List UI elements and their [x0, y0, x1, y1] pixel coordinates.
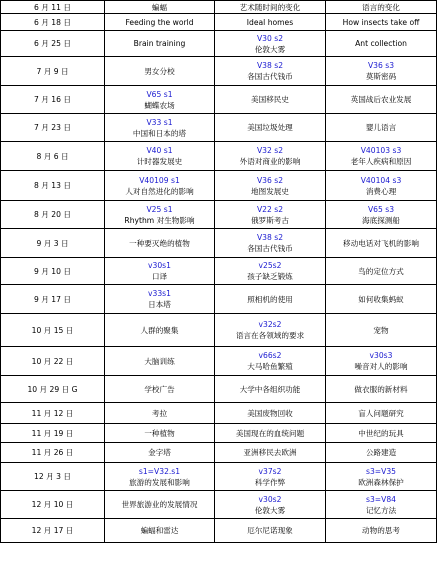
- topic-cell: [105, 57, 215, 86]
- topic-text: 美国垃圾处理: [247, 123, 293, 132]
- topic-text: 旅游的发展和影响: [129, 477, 190, 487]
- topic-text: Ant collection: [355, 39, 407, 48]
- topic-cell: [215, 285, 326, 314]
- table-row: [1, 314, 437, 347]
- date-cell: 6 月 25 日: [1, 31, 105, 57]
- table-row: [1, 142, 437, 171]
- topic-text: 金字塔: [148, 448, 171, 457]
- topic-text: 人对自然进化的影响: [125, 186, 194, 196]
- date-cell: 8 月 6 日: [1, 142, 105, 171]
- date-cell: 11 月 19 日: [1, 424, 105, 443]
- topic-cell: [105, 142, 215, 171]
- topic-text: 消费心理: [365, 186, 397, 196]
- topic-text: 厄尔尼诺现象: [247, 526, 293, 535]
- topic-cell: [326, 114, 437, 142]
- topic-text: 一种植物: [144, 428, 175, 438]
- topic-text: 语言的变化: [362, 2, 400, 12]
- topic-cell: [105, 31, 215, 57]
- topic-text: 日本塔: [148, 300, 171, 309]
- topic-text: 考拉: [151, 408, 168, 418]
- topic-cell: [326, 171, 437, 201]
- topic-cell: [105, 403, 215, 424]
- topic-text: Ideal homes: [246, 17, 294, 27]
- schedule-body: [1, 1, 437, 543]
- table-row: [1, 171, 437, 201]
- test-code: V38 s2: [256, 233, 284, 242]
- topic-text: Brain training: [133, 39, 186, 48]
- topic-cell: [215, 142, 326, 171]
- topic-cell: [215, 86, 326, 114]
- topic-cell: [215, 491, 326, 519]
- topic-cell: [326, 201, 437, 229]
- topic-text: 中世纪的玩具: [358, 428, 404, 438]
- topic-text: 英国战后农业发展: [350, 95, 412, 104]
- table-row: [1, 229, 437, 258]
- topic-text: 公路建造: [365, 448, 397, 457]
- topic-cell: [105, 86, 215, 114]
- test-code: v30s3: [369, 351, 393, 360]
- topic-cell: [326, 403, 437, 424]
- table-row: [1, 57, 437, 86]
- test-code: v33s1: [148, 289, 171, 298]
- topic-cell: [326, 347, 437, 376]
- date-cell: 10 月 22 日: [1, 347, 105, 376]
- topic-cell: [105, 347, 215, 376]
- topic-text: 计时器发展史: [136, 157, 183, 166]
- topic-text: 莫斯密码: [365, 72, 397, 81]
- test-code: V25 s1: [146, 204, 173, 214]
- date-cell: 11 月 12 日: [1, 403, 105, 424]
- topic-text: 俄罗斯考古: [251, 215, 289, 225]
- topic-text: 做衣服的新材料: [354, 384, 408, 394]
- topic-text: 美国现在的血统问题: [235, 428, 305, 438]
- date-cell: 7 月 16 日: [1, 86, 105, 114]
- topic-cell: [105, 424, 215, 443]
- topic-cell: [105, 519, 215, 543]
- topic-text: 伦敦大雾: [254, 44, 286, 54]
- topic-cell: [105, 14, 215, 31]
- topic-cell: [105, 491, 215, 519]
- test-code: s3=V35: [365, 466, 396, 476]
- table-row: [1, 114, 437, 142]
- topic-text: 中国和日本的塔: [132, 128, 187, 138]
- topic-cell: [215, 114, 326, 142]
- topic-text: 蝙蝠和雷达: [140, 526, 179, 535]
- table-row: [1, 376, 437, 403]
- topic-text: 地图发展史: [251, 186, 289, 196]
- test-code: V40104 s3: [360, 175, 402, 185]
- test-code: V36 s2: [256, 175, 284, 185]
- topic-text: 记忆方法: [365, 505, 397, 515]
- topic-cell: [326, 285, 437, 314]
- topic-text: 照相机的使用: [247, 294, 293, 304]
- date-cell: 9 月 17 日: [1, 285, 105, 314]
- topic-cell: [326, 229, 437, 258]
- table-row: [1, 86, 437, 114]
- topic-cell: [215, 1, 326, 14]
- topic-text: 美国移民史: [251, 95, 289, 104]
- table-row: [1, 347, 437, 376]
- topic-text: 老年人疾病和原因: [350, 157, 412, 166]
- topic-text: 语言在各领域的要求: [235, 331, 305, 340]
- topic-text: 男女分校: [144, 66, 175, 76]
- topic-cell: [326, 57, 437, 86]
- date-cell: 12 月 3 日: [1, 463, 105, 491]
- topic-cell: [215, 229, 326, 258]
- topic-cell: [326, 424, 437, 443]
- topic-cell: [326, 142, 437, 171]
- test-code: s1=V32.s1: [138, 466, 181, 476]
- topic-text: 如何收集蚂蚁: [358, 294, 404, 304]
- topic-cell: [326, 443, 437, 463]
- test-code: v30s2: [258, 494, 282, 504]
- topic-text: 动物的思考: [362, 526, 400, 535]
- test-code: V36 s3: [367, 61, 395, 70]
- topic-text: Feeding the world: [125, 17, 194, 27]
- topic-text: 科学作弊: [254, 477, 286, 487]
- date-cell: 10 月 29 日 G: [1, 376, 105, 403]
- test-code: v32s2: [258, 320, 282, 329]
- topic-cell: [326, 258, 437, 285]
- topic-text: 移动电话对飞机的影响: [343, 238, 419, 248]
- date-cell: 6 月 11 日: [1, 1, 105, 14]
- date-cell: 8 月 20 日: [1, 201, 105, 229]
- date-cell: 10 月 15 日: [1, 314, 105, 347]
- test-code: V40 s1: [146, 146, 173, 155]
- topic-text: 婴儿语言: [365, 123, 397, 132]
- topic-cell: [215, 171, 326, 201]
- topic-cell: [105, 463, 215, 491]
- test-code: v25s2: [258, 261, 282, 270]
- topic-text: 美国废物回收: [247, 408, 293, 418]
- topic-cell: [326, 31, 437, 57]
- topic-text: 孩子缺乏锻炼: [247, 272, 293, 281]
- topic-cell: [215, 14, 326, 31]
- topic-text: 一种要灭绝的植物: [129, 238, 190, 248]
- table-row: [1, 519, 437, 543]
- topic-text: 各国古代钱币: [247, 244, 293, 253]
- topic-text: 盲人问题研究: [358, 408, 404, 418]
- test-code: V65 s1: [146, 89, 173, 99]
- date-cell: 9 月 10 日: [1, 258, 105, 285]
- topic-cell: [105, 171, 215, 201]
- topic-cell: [326, 86, 437, 114]
- test-code: v30s1: [148, 261, 171, 270]
- topic-cell: [326, 491, 437, 519]
- table-row: [1, 285, 437, 314]
- topic-text: 噪音对人的影响: [354, 362, 408, 371]
- test-code: v37s2: [258, 466, 282, 476]
- table-row: [1, 31, 437, 57]
- topic-text: 各国古代钱币: [247, 72, 293, 81]
- topic-cell: [215, 403, 326, 424]
- topic-text: 欧洲森林保护: [358, 477, 404, 487]
- topic-cell: [326, 1, 437, 14]
- topic-cell: [105, 258, 215, 285]
- topic-text: 外语对商业的影响: [239, 157, 301, 166]
- topic-cell: [326, 314, 437, 347]
- table-row: [1, 1, 437, 14]
- topic-text: 世界旅游业的发展情况: [121, 500, 198, 509]
- topic-cell: [326, 519, 437, 543]
- test-code: V65 s3: [367, 204, 395, 214]
- topic-cell: [105, 114, 215, 142]
- topic-cell: [215, 314, 326, 347]
- topic-text: 口译: [151, 272, 168, 281]
- date-cell: 12 月 17 日: [1, 519, 105, 543]
- topic-text: 大学中各组织功能: [239, 384, 301, 394]
- topic-cell: [215, 57, 326, 86]
- test-code: V30 s2: [256, 33, 284, 43]
- topic-text: 艺术随时间的变化: [239, 2, 301, 12]
- test-code: V22 s2: [256, 204, 284, 214]
- topic-cell: [215, 424, 326, 443]
- topic-cell: [215, 443, 326, 463]
- topic-text: 蝙蝠: [151, 2, 168, 12]
- topic-text: 宠物: [373, 325, 389, 335]
- date-cell: 11 月 26 日: [1, 443, 105, 463]
- topic-cell: [215, 31, 326, 57]
- topic-text: 人群的聚集: [140, 325, 179, 335]
- test-code: V40109 s1: [139, 175, 180, 185]
- date-cell: 12 月 10 日: [1, 491, 105, 519]
- table-row: [1, 201, 437, 229]
- topic-text: 大马哈鱼繁殖: [247, 362, 293, 371]
- date-cell: 7 月 9 日: [1, 57, 105, 86]
- date-cell: 8 月 13 日: [1, 171, 105, 201]
- date-cell: 9 月 3 日: [1, 229, 105, 258]
- date-cell: 6 月 18 日: [1, 14, 105, 31]
- table-row: [1, 14, 437, 31]
- date-cell: 7 月 23 日: [1, 114, 105, 142]
- topic-cell: [105, 443, 215, 463]
- topic-cell: [105, 229, 215, 258]
- topic-text: 鸟的定位方式: [358, 266, 404, 276]
- table-row: [1, 403, 437, 424]
- topic-cell: [215, 376, 326, 403]
- topic-text: How insects take off: [342, 17, 420, 27]
- topic-cell: [326, 14, 437, 31]
- test-code: V40103 s3: [360, 146, 402, 155]
- test-code: V32 s2: [256, 146, 284, 155]
- topic-text: 大脑训练: [144, 356, 175, 366]
- table-row: [1, 463, 437, 491]
- topic-text: 海底探测船: [362, 215, 400, 225]
- topic-cell: [105, 314, 215, 347]
- test-code: v66s2: [258, 351, 282, 360]
- topic-cell: [105, 285, 215, 314]
- topic-cell: [105, 376, 215, 403]
- table-row: [1, 443, 437, 463]
- topic-cell: [105, 201, 215, 229]
- topic-text: 学校广告: [144, 384, 175, 394]
- table-row: [1, 258, 437, 285]
- topic-cell: [215, 463, 326, 491]
- topic-cell: [326, 376, 437, 403]
- test-code: s3=V84: [365, 494, 396, 504]
- topic-cell: [105, 1, 215, 14]
- topic-text: Rhythm 对生物影响: [124, 215, 195, 225]
- test-code: V33 s1: [146, 117, 173, 127]
- topic-cell: [326, 463, 437, 491]
- topic-cell: [215, 347, 326, 376]
- topic-cell: [215, 258, 326, 285]
- topic-text: 伦敦大雾: [254, 505, 286, 515]
- test-code: V38 s2: [256, 61, 284, 70]
- table-row: [1, 424, 437, 443]
- topic-text: 蝴蝶农场: [144, 100, 175, 110]
- table-row: [1, 491, 437, 519]
- topic-text: 亚洲移民去欧洲: [243, 448, 297, 457]
- topic-cell: [215, 519, 326, 543]
- topic-cell: [215, 201, 326, 229]
